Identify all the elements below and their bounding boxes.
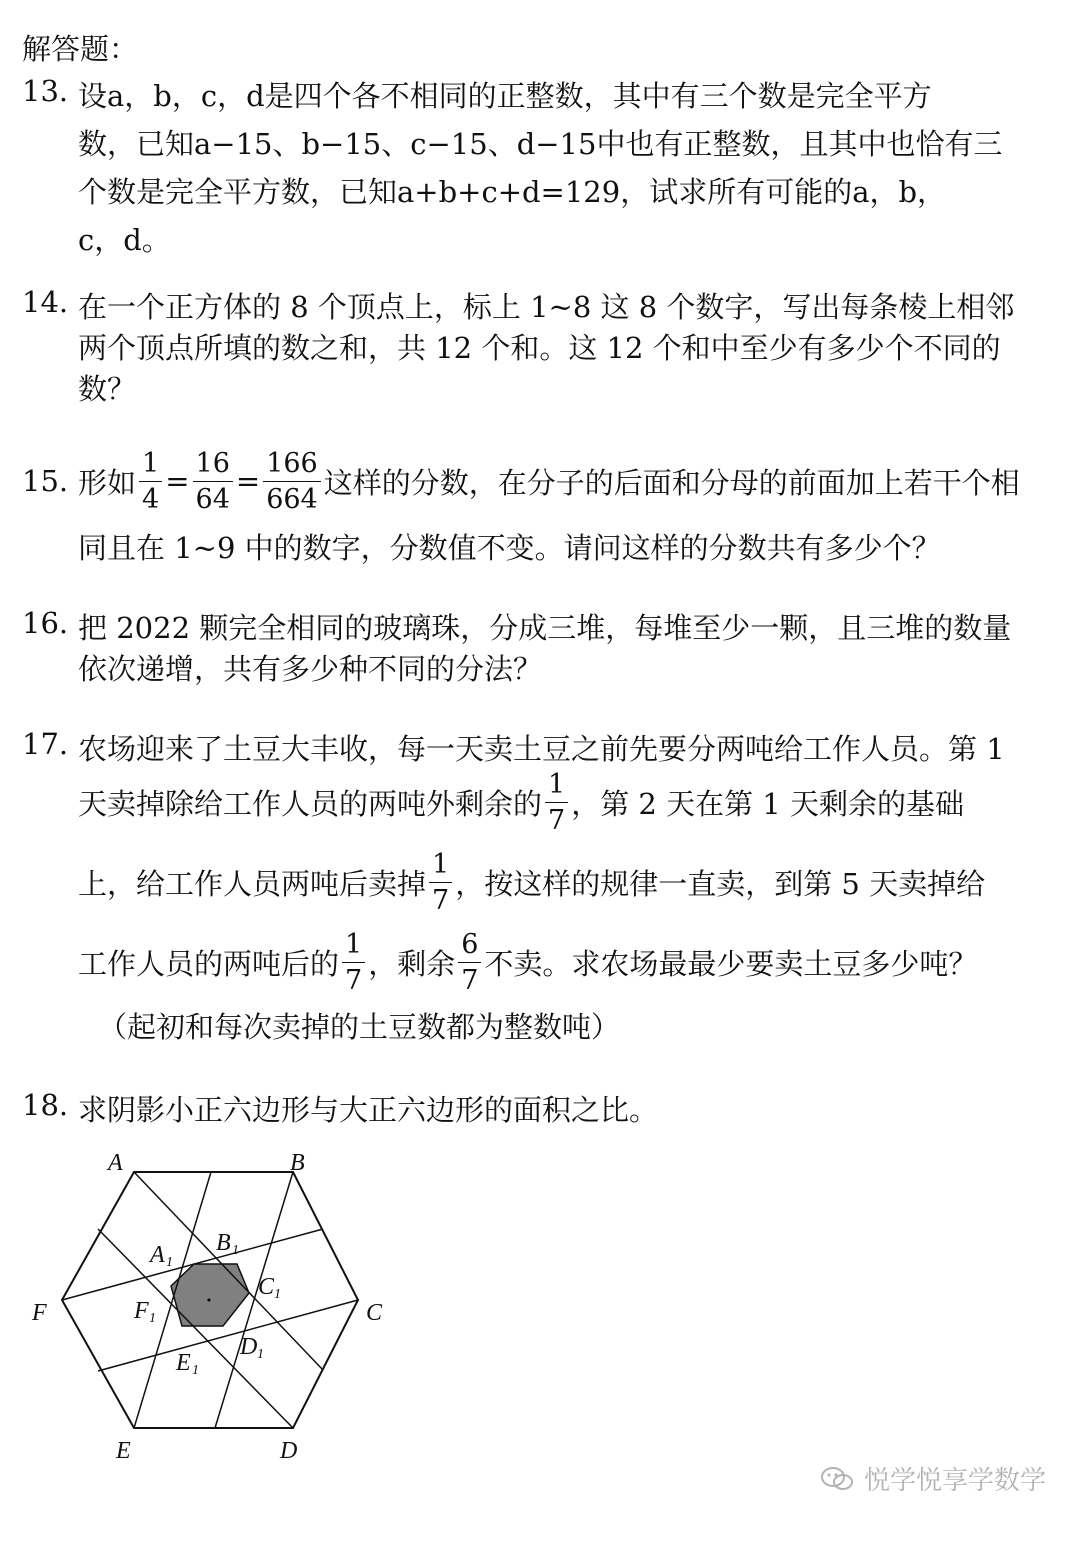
problem-number: 17. bbox=[22, 727, 69, 761]
watermark-text: 悦学悦享学数学 bbox=[863, 1466, 1046, 1496]
text-segment: 这样的分数，在分子的后面和分母的前面加上若干个相 bbox=[323, 465, 1020, 500]
line-D-A1 bbox=[98, 1229, 293, 1428]
section-heading: 解答题： bbox=[22, 32, 139, 66]
numerator: 1 bbox=[429, 851, 452, 883]
problem-15 bbox=[22, 446, 1062, 566]
problem-number: 18. bbox=[22, 1088, 69, 1122]
problem-line: 在一个正方体的 8 个顶点上，标上 1~8 这 8 个数字，写出每条棱上相邻 bbox=[78, 290, 1015, 324]
fraction bbox=[139, 447, 162, 515]
label-B: B bbox=[290, 1150, 305, 1176]
problem-line: 依次递增，共有多少种不同的分法？ bbox=[78, 652, 543, 686]
fraction bbox=[429, 848, 452, 916]
problem-line bbox=[78, 446, 1020, 516]
problem-line bbox=[78, 847, 985, 917]
problem-number: 15. bbox=[22, 464, 69, 498]
denominator: 7 bbox=[432, 884, 450, 916]
problem-line: 把 2022 颗完全相同的玻璃珠，分成三堆，每堆至少一颗，且三堆的数量 bbox=[78, 611, 1012, 645]
label-A: A bbox=[108, 1150, 123, 1176]
fraction bbox=[342, 928, 365, 996]
text-segment: 天卖掉除给工作人员的两吨外剩余的 bbox=[78, 786, 543, 821]
numerator: 166 bbox=[263, 450, 321, 482]
hexagon-figure bbox=[18, 1140, 418, 1480]
numerator: 1 bbox=[139, 450, 162, 482]
watermark bbox=[820, 1460, 1046, 1497]
problem-14 bbox=[22, 285, 1062, 405]
label-B1: B bbox=[216, 1230, 231, 1256]
text-segment: ，按这样的规律一直卖，到第 5 天卖掉给 bbox=[455, 866, 986, 901]
equals-sign: = bbox=[165, 464, 190, 498]
problem-number: 14. bbox=[22, 285, 69, 319]
label-E1: E bbox=[176, 1350, 191, 1376]
denominator: 7 bbox=[345, 964, 363, 996]
text-segment: 上，给工作人员两吨后卖掉 bbox=[78, 866, 427, 901]
problem-number: 16. bbox=[22, 606, 69, 640]
label-C1: C bbox=[258, 1274, 275, 1300]
text-segment: 形如 bbox=[78, 465, 137, 500]
problem-17 bbox=[22, 727, 1062, 1047]
line-A-D1 bbox=[134, 1172, 323, 1370]
numerator: 1 bbox=[545, 771, 568, 803]
denominator: 7 bbox=[461, 964, 479, 996]
label-D: D bbox=[280, 1438, 298, 1464]
denominator: 7 bbox=[548, 804, 566, 836]
fraction bbox=[263, 447, 321, 515]
problem-line: 数？ bbox=[78, 372, 137, 406]
problem-line: 求阴影小正六边形与大正六边形的面积之比。 bbox=[78, 1093, 659, 1127]
center-point bbox=[207, 1298, 210, 1301]
numerator: 1 bbox=[342, 931, 365, 963]
problem-line: （起初和每次卖掉的土豆数都为整数吨） bbox=[98, 1010, 621, 1044]
label-D1-sub: 1 bbox=[257, 1347, 264, 1362]
problem-line: c，d。 bbox=[78, 223, 171, 257]
label-E: E bbox=[116, 1438, 131, 1464]
problem-line: 农场迎来了土豆大丰收，每一天卖土豆之前先要分两吨给工作人员。第 1 bbox=[78, 732, 1005, 766]
label-F: F bbox=[32, 1300, 47, 1326]
problem-line bbox=[78, 767, 964, 837]
label-C1-sub: 1 bbox=[274, 1287, 281, 1302]
problem-line bbox=[78, 927, 977, 997]
fraction bbox=[545, 768, 568, 836]
label-F1-sub: 1 bbox=[149, 1311, 156, 1326]
problem-line: 两个顶点所填的数之和，共 12 个和。这 12 个和中至少有多少个不同的 bbox=[78, 331, 1001, 365]
equals-sign: = bbox=[235, 464, 261, 498]
wechat-icon bbox=[820, 1466, 854, 1492]
problem-number: 13. bbox=[22, 74, 69, 108]
label-B1-sub: 1 bbox=[232, 1243, 239, 1258]
text-segment: ，第 2 天在第 1 天剩余的基础 bbox=[571, 786, 964, 821]
problem-13 bbox=[22, 74, 1062, 257]
problem-line: 设a，b，c，d是四个各不相同的正整数，其中有三个数是完全平方 bbox=[78, 79, 932, 113]
fraction bbox=[458, 928, 481, 996]
numerator: 6 bbox=[458, 931, 481, 963]
label-E1-sub: 1 bbox=[192, 1363, 199, 1378]
problem-line: 数，已知a−15、b−15、c−15、d−15中也有正整数，且其中也恰有三 bbox=[78, 127, 1003, 161]
label-D1: D bbox=[240, 1334, 258, 1360]
label-A1-sub: 1 bbox=[166, 1255, 173, 1270]
label-C: C bbox=[366, 1300, 383, 1326]
label-A1: A bbox=[150, 1242, 165, 1268]
label-F1: F bbox=[134, 1298, 149, 1324]
denominator: 664 bbox=[266, 483, 318, 515]
problem-line: 个数是完全平方数，已知a+b+c+d=129，试求所有可能的a，b， bbox=[78, 175, 947, 209]
denominator: 64 bbox=[195, 483, 230, 515]
problem-line: 同且在 1~9 中的数字，分数值不变。请问这样的分数共有多少个？ bbox=[78, 531, 941, 565]
denominator: 4 bbox=[142, 483, 160, 515]
shaded-small-hexagon bbox=[171, 1264, 249, 1326]
text-segment: ，剩余 bbox=[368, 946, 456, 981]
problem-18 bbox=[22, 1088, 1062, 1128]
text-segment: 不卖。求农场最最少要卖土豆多少吨？ bbox=[484, 946, 978, 981]
text-segment: 工作人员的两吨后的 bbox=[78, 946, 340, 981]
problem-16 bbox=[22, 606, 1062, 686]
numerator: 16 bbox=[193, 450, 233, 482]
fraction bbox=[193, 447, 233, 515]
